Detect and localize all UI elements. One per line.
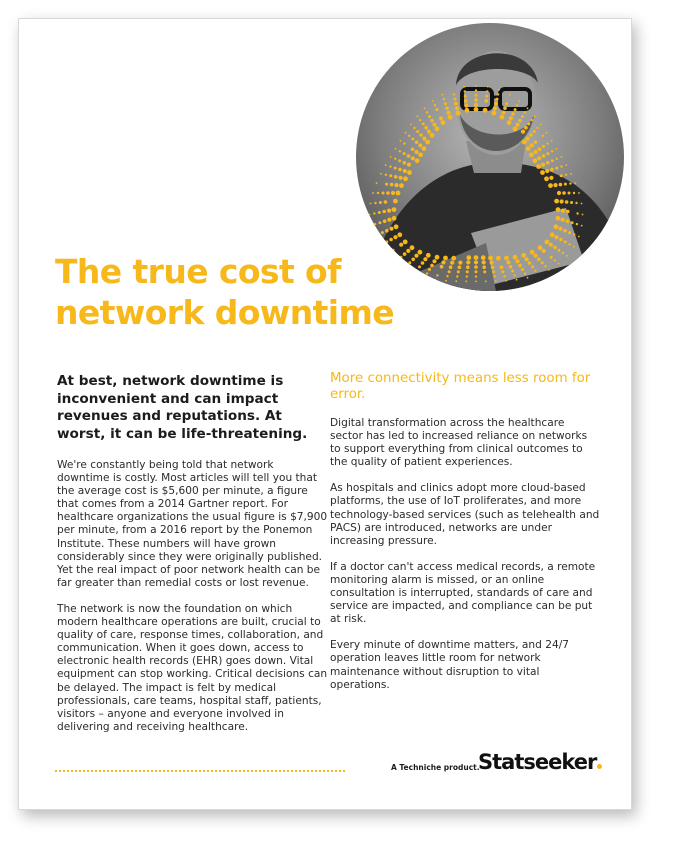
hero-photo-illustration — [356, 23, 624, 291]
footer-tagline: A Techniche product. — [391, 763, 480, 772]
footer-dotted-divider — [55, 770, 345, 772]
page-title: The true cost of network downtime — [55, 252, 395, 332]
section-subheading: More connectivity means less room for error. — [330, 371, 591, 402]
body-paragraph: If a doctor can't access medical records, a remote monitoring alarm is missed, or an online consultation is interrupted, standards of care and service are impacted, and compliance can be put at risk. — [330, 560, 596, 626]
body-paragraph: We're constantly being told that network downtime is costly. Most articles will tell you that the average cost is $5,600 per minute, a figure that comes from a 2014 Gartner report. For healthcare organizations the usual figure is $7,900 per minute, from a 2016 report by the Ponemon Institute. These numbers will have grown considerably since they were originally published. Yet the real impact of poor network health can be far greater than remedial costs or lost revenue. — [57, 459, 328, 589]
body-paragraph: Digital transformation across the healthcare sector has led to increased reliance on networks to support everything from clinical outcomes to the quality of patient experiences. — [330, 417, 588, 469]
body-paragraph: Every minute of downtime matters, and 24/7 operation leaves little room for network maintenance without disruption to vital operations. — [330, 639, 570, 691]
brand-logo-text: Statseeker — [478, 750, 597, 774]
brand-logo — [478, 750, 602, 774]
lead-paragraph: At best, network downtime is inconvenient and can impact revenues and reputations. At worst, it can be life-threatening. — [57, 373, 308, 442]
hero-photo — [356, 23, 624, 291]
left-column — [57, 373, 329, 747]
document-page — [18, 18, 632, 810]
body-paragraph: As hospitals and clinics adopt more cloud-based platforms, the use of IoT proliferates, and more technology-based services (such as telehealth and PACS) are introduced, networks are under increasing pressure. — [330, 482, 600, 547]
brand-logo-dot — [597, 764, 602, 769]
right-column — [330, 371, 600, 705]
body-paragraph: The network is now the foundation on which modern healthcare operations are built, crucial to quality of care, response times, collaboration, and communication. When it goes down, access to electronic health records (EHR) goes down. Vital equipment can stop working. Critical decisions can be delayed. The impact is felt by medical professionals, care teams, hospital staff, patients, visitors – anyone and everyone involved in delivering and receiving healthcare. — [57, 602, 328, 733]
